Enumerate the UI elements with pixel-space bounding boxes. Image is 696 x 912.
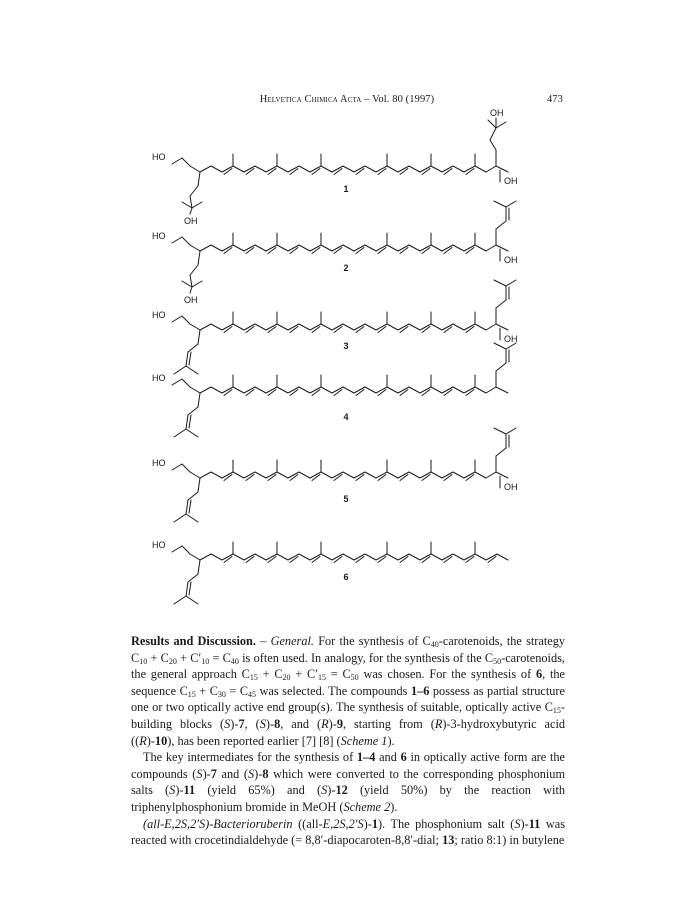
left-c2-bond [190, 387, 200, 393]
text-run: )-3-hydroxybutyric acid (( [131, 716, 566, 748]
text-run: )- [146, 733, 155, 748]
text-run: )- [175, 783, 184, 798]
text-run: + C [195, 683, 218, 698]
double-bond [312, 169, 320, 175]
double-bond [189, 582, 191, 595]
double-bond [422, 475, 430, 481]
compound-ref: 6 [400, 750, 407, 765]
hydroxy-label: HO [152, 373, 166, 383]
left-tail-bond [198, 478, 200, 492]
double-bond [422, 248, 430, 254]
stereo-descriptor: S [321, 783, 328, 798]
left-tail-bond [198, 560, 200, 574]
compound-ref: 10 [154, 733, 168, 748]
compound-ref: 11 [528, 816, 541, 831]
text-run: (yield 65%) and ( [195, 783, 322, 798]
text-run: possess as partial structure one or two optically active end group(s). The synthesis of suitable, optically active C [131, 683, 565, 715]
text-run: was chosen. For the synthesis of [358, 667, 536, 682]
subscript: 40 [430, 640, 439, 649]
right-c1-bond [496, 472, 508, 478]
left-tail-bond [186, 582, 188, 596]
left-tail-bond [188, 344, 198, 352]
polyene-chain [200, 324, 486, 330]
subscript: 15 [317, 673, 326, 683]
left-methyl [172, 316, 182, 322]
text-run: )- [230, 716, 239, 731]
double-bond [466, 557, 474, 563]
left-tail-bond [198, 393, 200, 407]
polyene-chain [200, 245, 486, 251]
right-methyl [506, 201, 516, 207]
double-bond [466, 327, 474, 333]
right-chain [496, 300, 506, 308]
left-methyl [172, 379, 182, 385]
double-bond [334, 557, 342, 563]
double-bond [378, 248, 386, 254]
left-tail-methyl [174, 429, 186, 437]
text-run: = C [209, 650, 231, 665]
double-bond [488, 557, 496, 563]
left-tail-methyl [182, 202, 192, 208]
double-bond [378, 557, 386, 563]
subscript: 10 [139, 656, 148, 666]
compound-ref: 6 [535, 667, 543, 682]
text-run: )- [363, 816, 372, 831]
text-run: in optically active form are the compounds ( [131, 750, 565, 781]
left-tail-bond [186, 415, 188, 429]
text-run: (yield 50%) by the reaction with triphenylphosphonium bromide in MeOH ( [131, 783, 566, 814]
text-run: -carotenoids, the general approach C [131, 650, 565, 682]
double-bond [356, 390, 364, 396]
double-bond [356, 327, 364, 333]
double-bond [224, 169, 232, 175]
double-bond [334, 390, 342, 396]
subscript: 50 [493, 656, 502, 666]
double-bond [356, 169, 364, 175]
hydroxy-label: HO [152, 231, 166, 241]
journal-name: Helvetica Chimica Acta [259, 94, 362, 105]
stereo-descriptor: S [247, 766, 255, 781]
left-tail-methyl [174, 366, 186, 374]
text-run: )- [520, 816, 529, 831]
tail-hydroxy-label: OH [184, 295, 198, 305]
compound-number: 1 [343, 184, 349, 194]
subscript: 15 [187, 689, 196, 699]
right-methyl [506, 428, 516, 434]
compound-number: 4 [343, 412, 349, 422]
right-methyl [494, 201, 506, 207]
left-tail-methyl [186, 429, 198, 437]
compound-ref: 8 [274, 716, 281, 731]
stereo-descriptor: S [514, 816, 521, 831]
polyene-chain [200, 472, 486, 478]
double-bond [246, 327, 254, 333]
text-run: ), has been reported earlier [7] [8] ( [167, 733, 341, 748]
double-bond [444, 169, 452, 175]
text-run: + C′ [290, 667, 318, 682]
right-c1-bond [496, 387, 508, 393]
double-bond [224, 248, 232, 254]
right-c1-bond [496, 245, 508, 251]
hydroxy-label: HO [152, 310, 166, 320]
text-run: + C [147, 650, 169, 665]
right-bond [486, 166, 496, 172]
double-bond [378, 390, 386, 396]
right-bond [486, 472, 496, 478]
text-run: and ( [216, 766, 248, 781]
text-run: )- [254, 766, 263, 781]
right-hydroxy-label: OH [504, 334, 518, 344]
double-bond [334, 327, 342, 333]
left-methyl [172, 158, 182, 164]
text-run: For the synthesis of C [313, 634, 431, 648]
text-run: + C′ [176, 650, 202, 665]
double-bond [290, 248, 298, 254]
left-tail-bond [188, 407, 198, 415]
right-bond [486, 387, 496, 393]
text-run: + C [257, 667, 283, 682]
double-bond [224, 557, 232, 563]
right-methyl [506, 280, 516, 286]
compound-ref: 8 [262, 766, 269, 781]
double-bond [422, 169, 430, 175]
text-run: = C [225, 683, 249, 698]
double-bond [189, 500, 191, 513]
subscript: 50 [350, 673, 359, 683]
double-bond [422, 327, 430, 333]
subscript: 45 [248, 689, 257, 699]
text-run: ). [387, 733, 395, 748]
left-c2-bond [190, 166, 200, 172]
double-bond [224, 390, 232, 396]
double-bond [400, 327, 408, 333]
left-tail-oh-bond [190, 287, 192, 293]
right-methyl [496, 122, 506, 128]
double-bond [334, 475, 342, 481]
text-run: ((all- [292, 816, 323, 831]
text-run: is often used. In analogy, for the synthesis of the C [238, 650, 494, 665]
double-bond [246, 169, 254, 175]
compound-ref: 12 [335, 783, 348, 798]
text-run: )- [265, 716, 275, 731]
double-bond [312, 327, 320, 333]
left-c2-bond [190, 472, 200, 478]
text-run: The key intermediates for the synthesis of [143, 750, 357, 765]
compound-ref: 1–4 [356, 750, 376, 765]
double-bond [356, 475, 364, 481]
compound-number: 3 [343, 341, 349, 351]
right-methyl [494, 280, 506, 286]
left-tail-bond [186, 352, 188, 366]
left-c1-bond [182, 158, 190, 166]
right-chain [496, 221, 506, 229]
left-methyl [172, 237, 182, 243]
right-chain [490, 128, 496, 140]
double-bond [268, 475, 276, 481]
right-c1-bond [496, 324, 508, 330]
left-tail-bond [188, 574, 198, 582]
right-chain [490, 140, 496, 150]
subscript: 20 [282, 673, 291, 683]
right-bond [486, 324, 496, 330]
hydroxy-label: HO [152, 458, 166, 468]
right-hydroxy-label: OH [504, 482, 518, 492]
double-bond [268, 169, 276, 175]
stereo-descriptor: R [139, 733, 147, 748]
left-tail-bond [190, 186, 198, 196]
tail-hydroxy-label: OH [184, 216, 198, 226]
double-bond [356, 248, 364, 254]
compound-ref: 1–6 [410, 683, 430, 698]
hydroxy-label: HO [152, 540, 166, 550]
left-tail-methyl [186, 366, 198, 374]
left-tail-methyl [174, 596, 186, 604]
compound-ref: 13 [442, 833, 455, 848]
double-bond [378, 475, 386, 481]
compound-ref: 7 [238, 716, 245, 731]
text-run: was reacted with crocetindialdehyde (= 8,8′-diapocaroten-8,8′-dial; [131, 816, 565, 848]
left-tail-methyl [192, 202, 202, 208]
paragraph-results [131, 633, 565, 749]
heading-dash: – [255, 634, 271, 648]
left-tail-methyl [174, 514, 186, 522]
left-tail-bond [198, 251, 200, 265]
double-bond [290, 327, 298, 333]
left-tail-bond [190, 196, 192, 208]
left-methyl [172, 546, 182, 552]
hydroxy-label: HO [152, 152, 166, 162]
left-c1-bond [182, 237, 190, 245]
paragraph-bacterioruberin [131, 816, 565, 849]
stereo-descriptor: E,2S,2′S [322, 816, 364, 831]
left-tail-oh-bond [190, 208, 192, 214]
double-bond [312, 390, 320, 396]
double-bond [189, 415, 191, 428]
right-hydroxy-label: OH [504, 176, 518, 186]
body-text [131, 633, 565, 849]
compound-ref: 1 [371, 816, 378, 831]
double-bond [268, 248, 276, 254]
double-bond [444, 390, 452, 396]
double-bond [246, 475, 254, 481]
right-methyl [488, 120, 496, 128]
double-bond [246, 248, 254, 254]
double-bond [268, 557, 276, 563]
double-bond [312, 248, 320, 254]
subscript: 20 [168, 656, 177, 666]
left-tail-methyl [186, 596, 198, 604]
double-bond [312, 475, 320, 481]
left-tail-methyl [192, 281, 202, 287]
double-bond [466, 169, 474, 175]
left-c1-bond [182, 316, 190, 324]
stereo-descriptor: S [169, 783, 176, 798]
subsection-heading: General. [270, 634, 314, 648]
double-bond [400, 390, 408, 396]
left-c1-bond [182, 379, 190, 387]
left-tail-bond [198, 330, 200, 344]
text-run: ; ratio 8:1) in butylene [454, 833, 565, 848]
compound-ref: 9 [336, 716, 343, 731]
section-heading: Results and Discussion. [131, 634, 256, 648]
double-bond [422, 390, 430, 396]
double-bond [268, 327, 276, 333]
left-c2-bond [190, 554, 200, 560]
double-bond [224, 475, 232, 481]
double-bond [312, 557, 320, 563]
text-run: )- [327, 783, 336, 798]
polyene-chain [200, 166, 486, 172]
compound-ref: 7 [210, 766, 217, 781]
compound-number: 2 [343, 263, 349, 273]
double-bond [290, 557, 298, 563]
left-tail-bond [188, 492, 198, 500]
polyene-chain [200, 387, 486, 393]
double-bond [466, 475, 474, 481]
text-run: )- [328, 716, 337, 731]
text-run: , and ( [280, 716, 322, 731]
right-chain [496, 363, 506, 371]
left-tail-bond [198, 172, 200, 186]
stereo-descriptor: S [224, 716, 231, 731]
compound-number: 6 [343, 572, 349, 582]
double-bond [189, 352, 191, 365]
double-bond [290, 169, 298, 175]
left-c1-bond [182, 464, 190, 472]
scheme-ref: Scheme 1 [340, 733, 388, 748]
double-bond [378, 327, 386, 333]
compound-number: 5 [343, 494, 349, 504]
journal-volume: – Vol. 80 (1997) [364, 94, 435, 105]
text-run: was selected. The compounds [256, 683, 411, 698]
polyene-chain [200, 554, 508, 560]
double-bond [290, 390, 298, 396]
double-bond [444, 475, 452, 481]
double-bond [334, 248, 342, 254]
text-run: ). [390, 799, 398, 814]
left-tail-bond [190, 265, 198, 275]
text-run: , ( [244, 716, 260, 731]
subscript: 30 [217, 689, 226, 699]
double-bond [400, 475, 408, 481]
double-bond [400, 557, 408, 563]
double-bond [466, 248, 474, 254]
paragraph-intermediates [131, 749, 565, 815]
scheme-ref: Scheme 2 [343, 799, 391, 814]
molecule-labels [152, 108, 518, 582]
right-bond [486, 245, 496, 251]
text-run: )- [202, 766, 211, 781]
left-tail-methyl [186, 514, 198, 522]
subscript: 40 [230, 656, 239, 666]
right-methyl [494, 428, 506, 434]
double-bond [400, 248, 408, 254]
double-bond [290, 475, 298, 481]
double-bond [444, 248, 452, 254]
text-run: which were converted to the corresponding phosphonium salts ( [131, 766, 566, 798]
double-bond [334, 169, 342, 175]
double-bond [422, 557, 430, 563]
top-hydroxy-label: OH [490, 108, 504, 118]
double-bond [400, 169, 408, 175]
double-bond [268, 390, 276, 396]
left-tail-bond [190, 275, 192, 287]
text-run: -carotenoids, the strategy C [131, 634, 566, 665]
text-run: ). The phosphonium salt ( [377, 816, 515, 831]
subscript: 15 [249, 673, 258, 683]
stereo-descriptor: R [434, 716, 443, 731]
left-c2-bond [190, 324, 200, 330]
right-chain [496, 448, 506, 456]
left-tail-bond [186, 500, 188, 514]
subscript: 15 [552, 706, 561, 716]
text-run: and [375, 750, 401, 765]
compound-ref: 11 [183, 783, 196, 798]
text-run: , the sequence C [131, 667, 565, 698]
left-methyl [172, 464, 182, 470]
double-bond [444, 327, 452, 333]
subscript: 10 [201, 656, 210, 666]
right-c1-bond [496, 166, 508, 172]
stereo-descriptor: S [259, 716, 266, 731]
page-number: 473 [546, 94, 563, 105]
double-bond [246, 390, 254, 396]
text-run: , starting from ( [342, 716, 435, 731]
left-c1-bond [182, 546, 190, 554]
double-bond [246, 557, 254, 563]
text-run: = C [325, 667, 351, 682]
right-hydroxy-label: OH [504, 255, 518, 265]
double-bond [444, 557, 452, 563]
double-bond [356, 557, 364, 563]
double-bond [224, 327, 232, 333]
stereo-descriptor: R [321, 716, 329, 731]
left-tail-methyl [182, 281, 192, 287]
left-c2-bond [190, 245, 200, 251]
text-run: -building blocks ( [131, 700, 565, 731]
double-bond [466, 390, 474, 396]
stereo-descriptor: S [196, 766, 203, 781]
double-bond [378, 169, 386, 175]
subsection-heading: (all-E,2S,2′S)-Bacterioruberin [143, 816, 293, 831]
